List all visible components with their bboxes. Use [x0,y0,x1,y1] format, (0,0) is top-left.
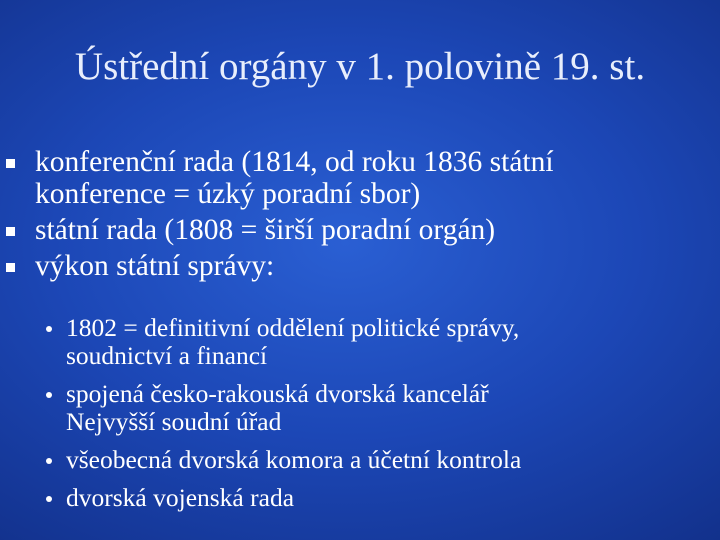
square-bullet-icon [6,227,15,236]
sub-bullet-line: všeobecná dvorská komora a účetní kontrola [66,445,522,474]
slide-title: Ústřední orgány v 1. polovině 19. st. [74,45,646,88]
sub-bullet-line: 1802 = definitivní oddělení politické správy, [66,313,520,342]
bullet-list [0,146,720,286]
bullet-item-statni-rada [0,214,720,246]
square-bullet-icon [6,159,15,168]
bullet-line: státní rada (1808 = širší poradní orgán) [35,214,496,246]
sub-bullet-item-dvorska-komora [0,446,720,474]
sub-bullet-item-1802 [0,314,720,370]
sub-bullet-line: soudnictví a financí [66,341,268,370]
dot-bullet-icon [46,496,52,502]
sub-bullet-list [0,314,720,522]
bullet-item-vykon-statni-spravy [0,250,720,282]
sub-bullet-item-dvorska-kancelar [0,380,720,436]
bullet-line: konferenční rada (1814, od roku 1836 státní [35,146,554,178]
square-bullet-icon [6,263,15,272]
sub-bullet-line: dvorská vojenská rada [66,483,295,512]
dot-bullet-icon [46,326,52,332]
sub-bullet-item-vojenska-rada [0,484,720,512]
sub-bullet-line: Nejvyšší soudní úřad [66,407,282,436]
bullet-line: výkon státní správy: [35,250,275,282]
bullet-line: konference = úzký poradní sbor) [35,178,421,210]
dot-bullet-icon [46,392,52,398]
sub-bullet-line: spojená česko-rakouská dvorská kancelář [66,379,489,408]
bullet-item-konferencni-rada [0,146,720,210]
dot-bullet-icon [46,458,52,464]
